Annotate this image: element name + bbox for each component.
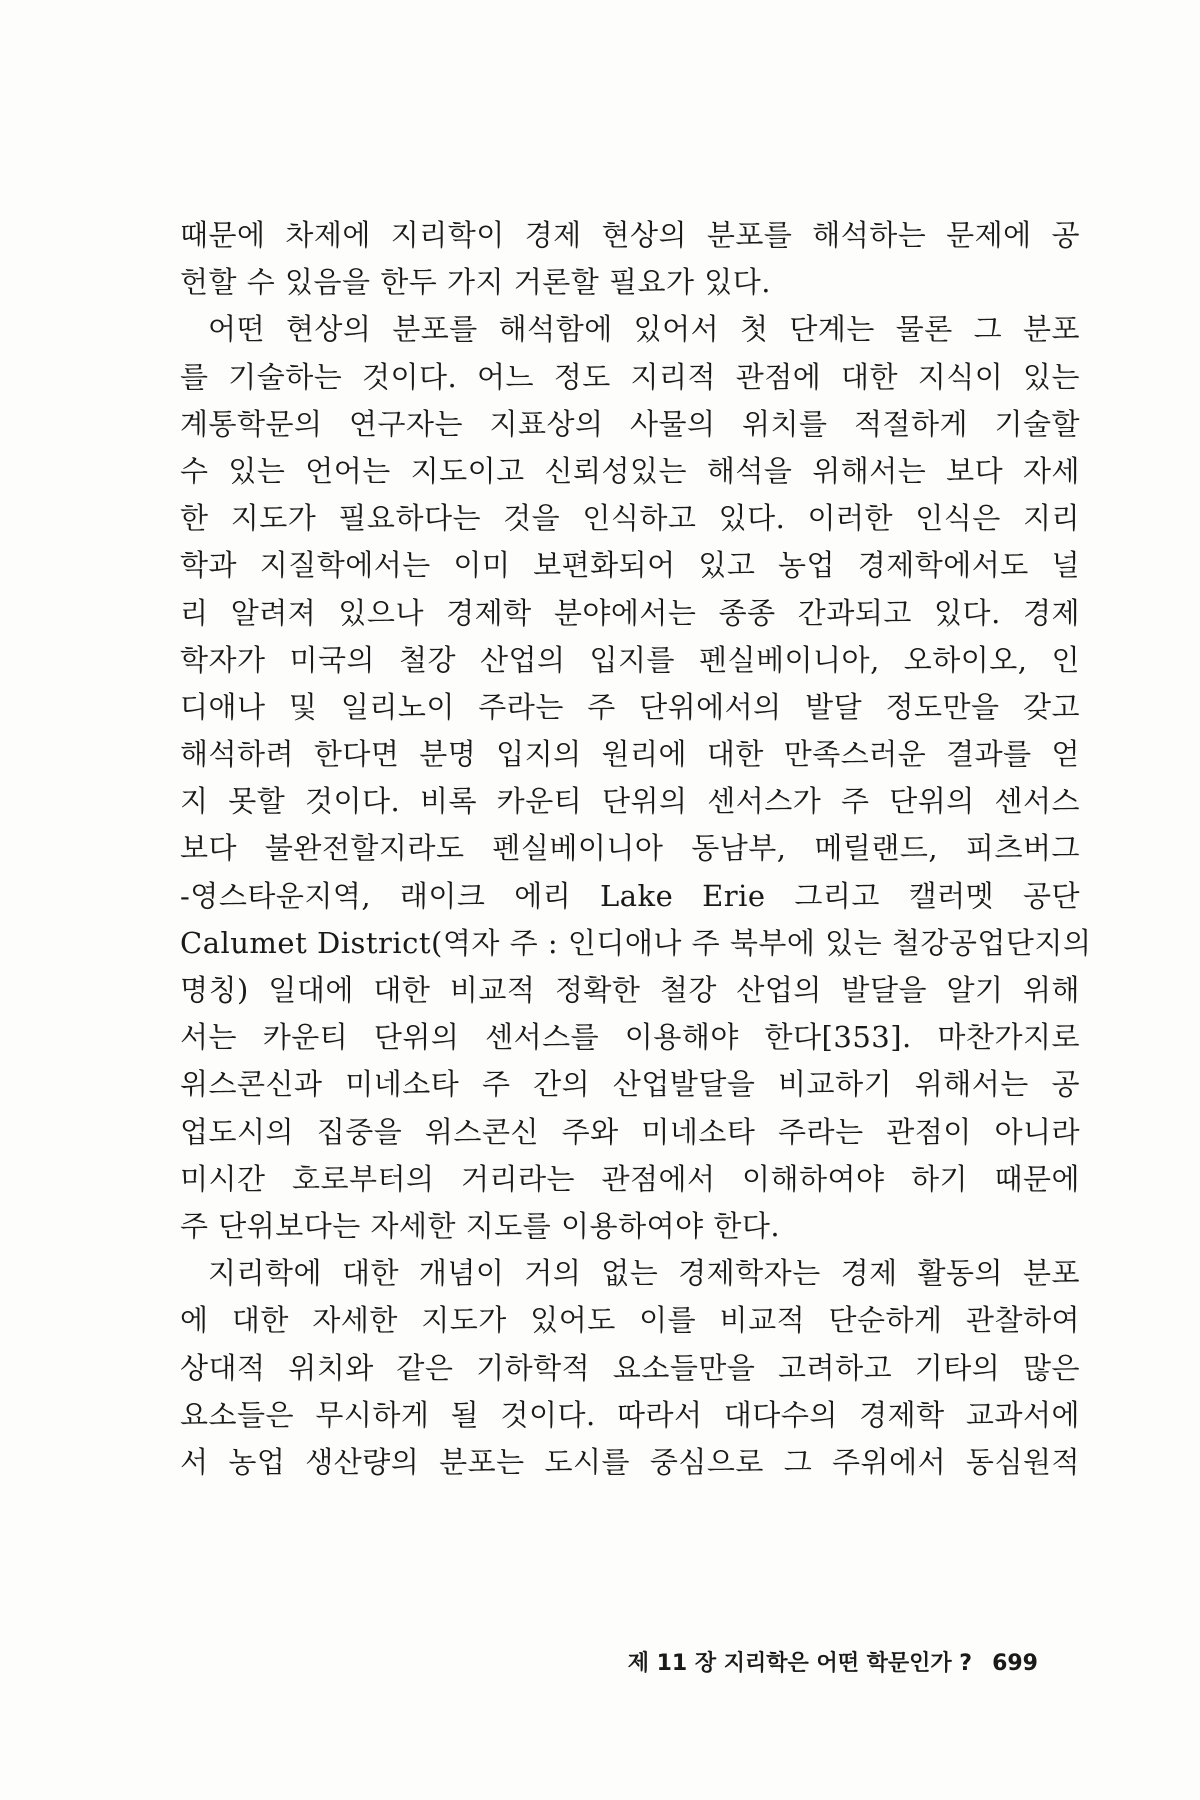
text-line: Calumet District(역자 주 : 인디애나 주 북부에 있는 철강공업단지의 bbox=[180, 925, 1092, 960]
text-line: 지리학에 대한 개념이 거의 없는 경제학자는 경제 활동의 분포 bbox=[208, 1256, 1080, 1291]
text-line: 헌할 수 있음을 한두 가지 거론할 필요가 있다. bbox=[180, 265, 771, 300]
chapter-running-head: 제 11 장 지리학은 어떤 학문인가 ? bbox=[627, 1651, 973, 1676]
text-line: 서 농업 생산량의 분포는 도시를 중심으로 그 주위에서 동심원적 bbox=[180, 1444, 1080, 1479]
text-line: 학자가 미국의 철강 산업의 입지를 펜실베이니아, 오하이오, 인 bbox=[180, 642, 1080, 677]
text-line: 를 기술하는 것이다. 어느 정도 지리적 관점에 대한 지식이 있는 bbox=[180, 359, 1080, 394]
text-line: 수 있는 언어는 지도이고 신뢰성있는 해석을 위해서는 보다 자세 bbox=[180, 453, 1080, 488]
text-line: 계통학문의 연구자는 지표상의 사물의 위치를 적절하게 기술할 bbox=[180, 406, 1080, 441]
text-line: 주 단위보다는 자세한 지도를 이용하여야 한다. bbox=[180, 1208, 781, 1243]
text-line: 어떤 현상의 분포를 해석함에 있어서 첫 단계는 물론 그 분포 bbox=[208, 312, 1080, 347]
text-line: 상대적 위치와 같은 기하학적 요소들만을 고려하고 기타의 많은 bbox=[180, 1350, 1080, 1385]
page-number: 699 bbox=[992, 1651, 1038, 1676]
text-line: 요소들은 무시하게 될 것이다. 따라서 대다수의 경제학 교과서에 bbox=[180, 1397, 1080, 1432]
text-line: 서는 카운티 단위의 센서스를 이용해야 한다[353]. 마찬가지로 bbox=[180, 1020, 1080, 1055]
text-line: 지 못할 것이다. 비록 카운티 단위의 센서스가 주 단위의 센서스 bbox=[180, 784, 1080, 819]
text-line: 업도시의 집중을 위스콘신 주와 미네소타 주라는 관점이 아니라 bbox=[180, 1114, 1080, 1149]
text-line: 디애나 및 일리노이 주라는 주 단위에서의 발달 정도만을 갖고 bbox=[180, 689, 1080, 724]
text-line: 해석하려 한다면 분명 입지의 원리에 대한 만족스러운 결과를 얻 bbox=[180, 737, 1080, 772]
page-footer bbox=[578, 1646, 1038, 1677]
text-line: 때문에 차제에 지리학이 경제 현상의 분포를 해석하는 문제에 공 bbox=[180, 218, 1080, 252]
text-line: 학과 지질학에서는 이미 보편화되어 있고 농업 경제학에서도 널 bbox=[180, 548, 1080, 583]
text-line: 명칭) 일대에 대한 비교적 정확한 철강 산업의 발달을 알기 위해 bbox=[180, 973, 1080, 1007]
body-text bbox=[180, 212, 1092, 1486]
text-line: -영스타운지역, 래이크 에리 Lake Erie 그리고 캘러멧 공단 bbox=[180, 878, 1080, 913]
text-line: 위스콘신과 미네소타 주 간의 산업발달을 비교하기 위해서는 공 bbox=[180, 1067, 1080, 1102]
text-line: 미시간 호로부터의 거리라는 관점에서 이해하여야 하기 때문에 bbox=[180, 1161, 1080, 1196]
text-line: 한 지도가 필요하다는 것을 인식하고 있다. 이러한 인식은 지리 bbox=[180, 501, 1080, 536]
text-line: 보다 불완전할지라도 펜실베이니아 동남부, 메릴랜드, 피츠버그 bbox=[180, 831, 1080, 866]
text-line: 리 알려져 있으나 경제학 분야에서는 종종 간과되고 있다. 경제 bbox=[180, 595, 1080, 630]
text-line: 에 대한 자세한 지도가 있어도 이를 비교적 단순하게 관찰하여 bbox=[180, 1303, 1080, 1338]
